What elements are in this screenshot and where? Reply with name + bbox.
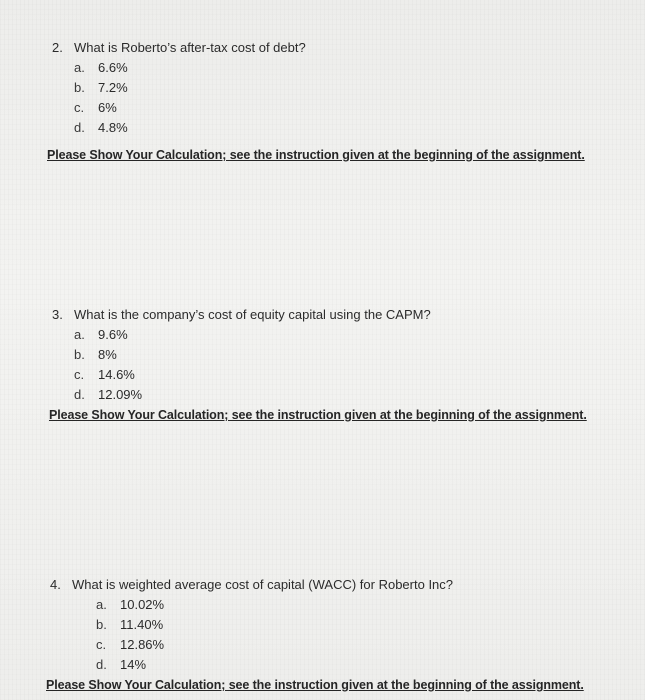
option-letter: c. [74,100,85,115]
option-letter: b. [96,617,107,632]
option-2d [74,118,306,138]
option-4d [96,655,453,675]
question-4-prompt [50,575,453,595]
question-2-number: 2. [52,40,63,55]
question-4-options [96,595,453,675]
question-4-text: What is weighted average cost of capital (WACC) for Roberto Inc? [72,577,454,592]
question-4-number: 4. [50,577,61,592]
question-4-instruction: Please Show Your Calculation; see the instruction given at the beginning of the assignment. [46,678,584,692]
option-value: 9.6% [98,327,128,342]
question-4 [50,575,453,675]
option-4b [96,615,453,635]
option-2b [74,78,306,98]
option-value: 14.6% [98,367,135,382]
question-3-text: What is the company’s cost of equity capital using the CAPM? [74,307,431,322]
question-2 [52,38,306,138]
option-letter: a. [74,60,85,75]
option-letter: d. [74,120,85,135]
question-3-instruction: Please Show Your Calculation; see the instruction given at the beginning of the assignment. [49,408,587,422]
option-letter: a. [96,597,107,612]
option-value: 6% [98,100,117,115]
option-3b [74,345,431,365]
question-2-prompt [52,38,306,58]
option-4a [96,595,453,615]
option-value: 14% [120,657,147,672]
option-4c [96,635,453,655]
question-3-number: 3. [52,307,63,322]
option-letter: d. [96,657,107,672]
option-value: 12.86% [120,637,165,652]
question-2-instruction: Please Show Your Calculation; see the instruction given at the beginning of the assignment. [47,148,585,162]
option-value: 4.8% [98,120,128,135]
option-letter: a. [74,327,85,342]
option-value: 6.6% [98,60,128,75]
option-letter: b. [74,347,85,362]
option-2a [74,58,306,78]
option-value: 7.2% [98,80,128,95]
option-value: 11.40% [120,617,164,632]
option-letter: c. [74,367,85,382]
option-3d [74,385,431,405]
option-value: 12.09% [98,387,143,402]
question-3 [52,305,431,405]
option-value: 10.02% [120,597,165,612]
question-2-text: What is Roberto’s after-tax cost of debt? [74,40,306,55]
question-2-options [74,58,306,138]
option-value: 8% [98,347,117,362]
option-2c [74,98,306,118]
option-letter: b. [74,80,85,95]
option-letter: c. [96,637,107,652]
option-3a [74,325,431,345]
option-3c [74,365,431,385]
option-letter: d. [74,387,85,402]
question-3-options [74,325,431,405]
question-3-prompt [52,305,431,325]
